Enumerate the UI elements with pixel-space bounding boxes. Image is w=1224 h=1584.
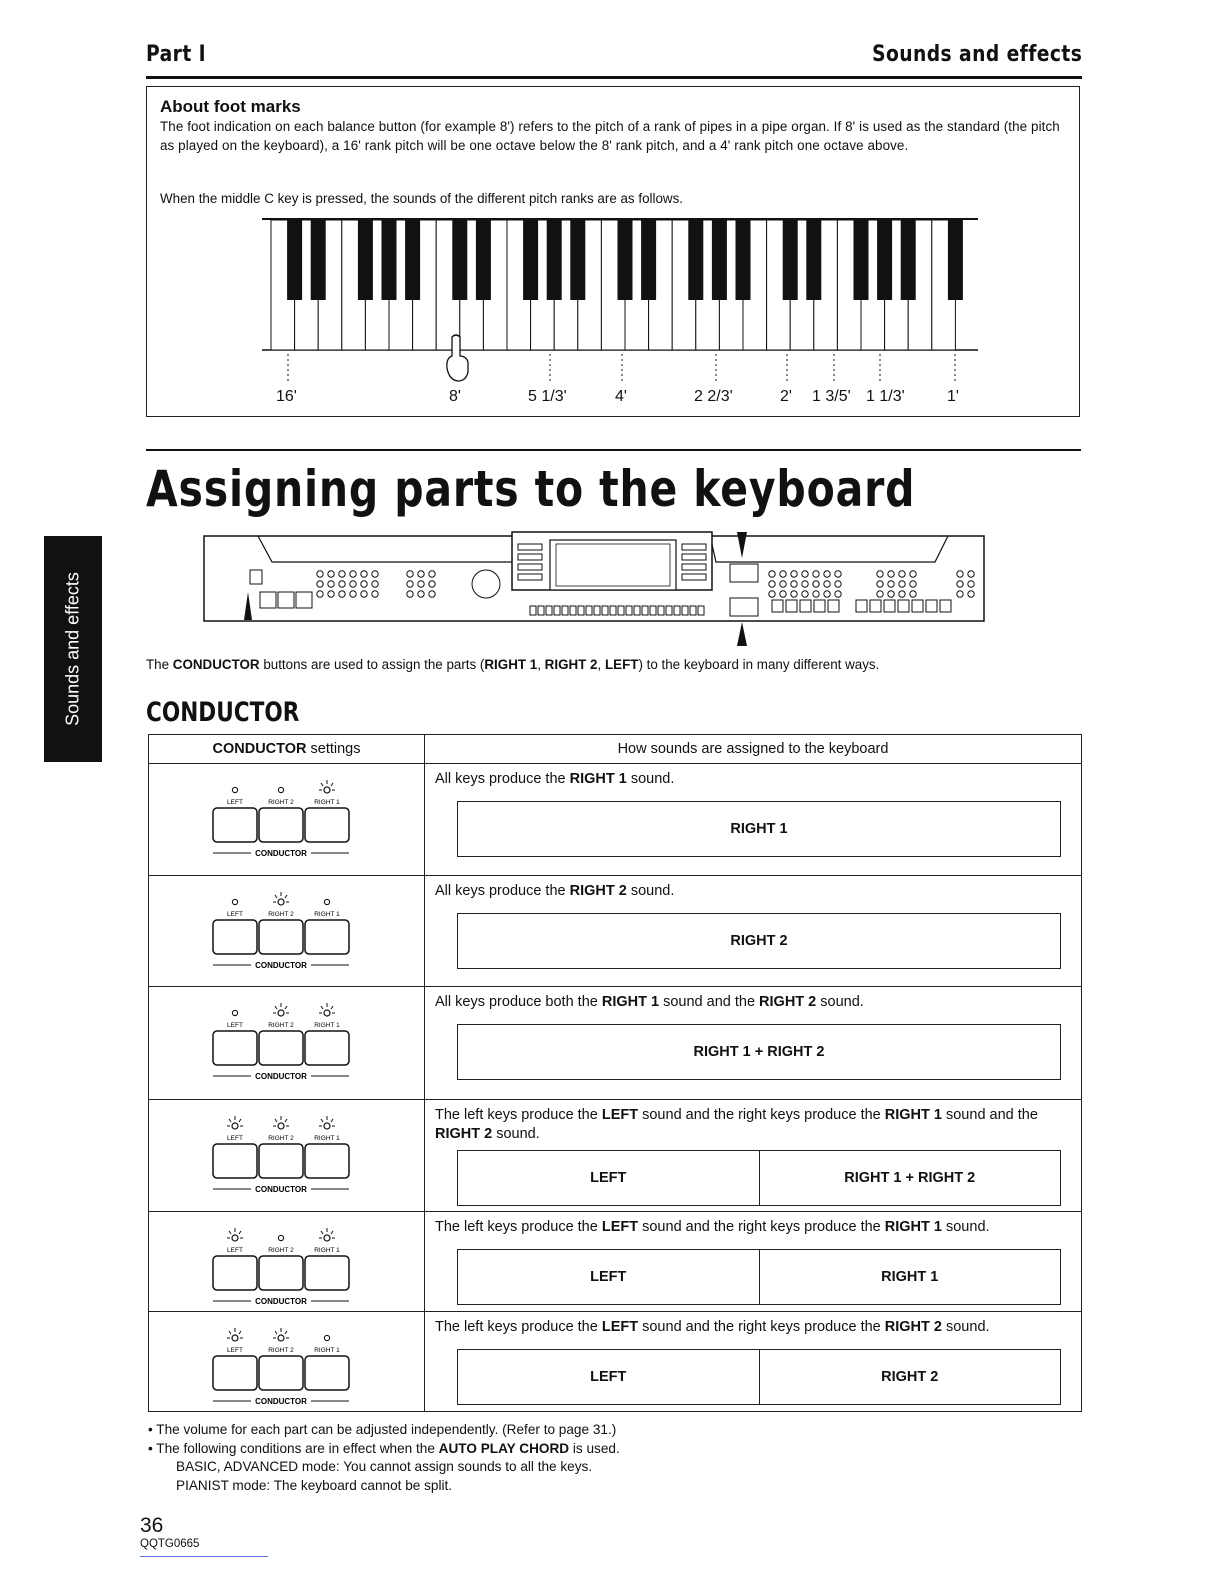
keyboard-zone: RIGHT 1 bbox=[730, 821, 788, 837]
lamp-on-icon bbox=[324, 787, 330, 793]
lamp-on-icon bbox=[278, 1123, 284, 1129]
assignment-cell bbox=[425, 764, 1082, 876]
keyboard-zone: LEFT bbox=[590, 1369, 627, 1385]
conductor-label: CONDUCTOR bbox=[255, 1185, 307, 1194]
pitch-markers bbox=[288, 354, 955, 384]
conductor-button bbox=[259, 1031, 303, 1065]
black-key bbox=[854, 220, 869, 300]
conductor-buttons bbox=[207, 1316, 367, 1416]
button-label: RIGHT 2 bbox=[268, 1135, 294, 1142]
black-key bbox=[806, 220, 821, 300]
button-label: RIGHT 1 bbox=[314, 1135, 340, 1142]
conductor-setting bbox=[149, 876, 425, 987]
keyboard-split-box bbox=[457, 913, 1061, 969]
conductor-table bbox=[148, 734, 1082, 1412]
button-label: RIGHT 2 bbox=[268, 1247, 294, 1254]
pitch-label: 2' bbox=[780, 388, 792, 405]
conductor-setting bbox=[149, 987, 425, 1100]
assignment-cell bbox=[425, 1100, 1082, 1212]
keyboard-split-box bbox=[457, 1024, 1061, 1080]
conductor-buttons bbox=[207, 880, 367, 980]
button-label: LEFT bbox=[227, 1022, 243, 1029]
conductor-button bbox=[213, 1031, 257, 1065]
section-title: CONDUCTOR bbox=[146, 697, 300, 728]
black-key bbox=[641, 220, 656, 300]
piano-keys bbox=[262, 219, 978, 350]
keyboard-zone: LEFT bbox=[590, 1170, 627, 1186]
keyboard-zone: RIGHT 1 + RIGHT 2 bbox=[759, 1151, 1061, 1205]
black-key bbox=[287, 220, 302, 300]
conductor-button bbox=[305, 1144, 349, 1178]
document-code: QQTG0665 bbox=[140, 1538, 200, 1550]
pitch-label: 4' bbox=[615, 388, 627, 405]
black-key bbox=[523, 220, 538, 300]
conductor-button bbox=[213, 1144, 257, 1178]
conductor-button bbox=[213, 920, 257, 954]
button-label: LEFT bbox=[227, 911, 243, 918]
assignment-cell bbox=[425, 1312, 1082, 1412]
conductor-label: CONDUCTOR bbox=[255, 849, 307, 858]
pitch-label: 5 1/3' bbox=[528, 388, 567, 405]
assignment-description: The left keys produce the LEFT sound and the right keys produce the RIGHT 1 sound and the RIGHT 2 sound. bbox=[435, 1107, 1038, 1142]
lamp-off-icon bbox=[324, 1335, 329, 1340]
conductor-buttons bbox=[207, 1216, 367, 1316]
conductor-button bbox=[213, 1356, 257, 1390]
conductor-label: CONDUCTOR bbox=[255, 1397, 307, 1406]
conductor-buttons bbox=[207, 991, 367, 1091]
table-row bbox=[149, 987, 1082, 1100]
button-label: RIGHT 2 bbox=[268, 1347, 294, 1354]
lamp-on-icon bbox=[278, 899, 284, 905]
keyboard-zone: RIGHT 2 bbox=[730, 933, 788, 949]
conductor-button bbox=[305, 1256, 349, 1290]
button-label: RIGHT 1 bbox=[314, 1347, 340, 1354]
keyboard-split-box bbox=[457, 1150, 1061, 1206]
assignment-description: The left keys produce the LEFT sound and the right keys produce the RIGHT 2 sound. bbox=[435, 1319, 990, 1335]
conductor-setting bbox=[149, 1312, 425, 1412]
conductor-button bbox=[259, 920, 303, 954]
lamp-on-icon bbox=[324, 1235, 330, 1241]
footer-rule bbox=[140, 1556, 268, 1557]
conductor-setting bbox=[149, 1212, 425, 1312]
lamp-on-icon bbox=[232, 1235, 238, 1241]
keyboard-zone: RIGHT 2 bbox=[759, 1350, 1061, 1404]
lamp-off-icon bbox=[278, 787, 283, 792]
black-key bbox=[547, 220, 562, 300]
control-panel-illustration bbox=[200, 528, 990, 648]
button-label: RIGHT 2 bbox=[268, 799, 294, 806]
table-header-settings: CONDUCTOR settings bbox=[149, 735, 425, 764]
black-key bbox=[452, 220, 467, 300]
button-label: LEFT bbox=[227, 1135, 243, 1142]
foot-marks-paragraph: The foot indication on each balance button (for example 8') refers to the pitch of a rank of pipes in a pipe organ. If 8' is used as the standard (the pitch as played on the keyboard), a 16' rank pitch will be one octave below the 8' rank pitch, and a 4' rank pitch one octave above. bbox=[160, 119, 1060, 153]
assignment-description: All keys produce the RIGHT 2 sound. bbox=[435, 883, 675, 899]
assignment-description: All keys produce the RIGHT 1 sound. bbox=[435, 771, 675, 787]
black-key bbox=[783, 220, 798, 300]
lamp-off-icon bbox=[278, 1235, 283, 1240]
intro-text: The CONDUCTOR buttons are used to assign the parts (RIGHT 1, RIGHT 2, LEFT) to the keyboard in many different ways. bbox=[146, 657, 880, 672]
keyboard-split-box bbox=[457, 1249, 1061, 1305]
black-key bbox=[901, 220, 916, 300]
black-key bbox=[311, 220, 326, 300]
conductor-button bbox=[213, 1256, 257, 1290]
foot-marks-paragraph-2: When the middle C key is pressed, the sounds of the different pitch ranks are as follows. bbox=[160, 191, 683, 206]
notes bbox=[148, 1421, 620, 1495]
conductor-button bbox=[259, 1256, 303, 1290]
pitch-label: 16' bbox=[276, 388, 297, 405]
conductor-button bbox=[259, 1144, 303, 1178]
table-row bbox=[149, 1212, 1082, 1312]
conductor-label: CONDUCTOR bbox=[255, 1072, 307, 1081]
conductor-setting bbox=[149, 764, 425, 876]
header-section: Sounds and effects bbox=[871, 42, 1082, 67]
pitch-label: 1' bbox=[947, 388, 959, 405]
keyboard-zone: RIGHT 1 bbox=[759, 1250, 1061, 1304]
lamp-on-icon bbox=[324, 1123, 330, 1129]
assignment-description: All keys produce both the RIGHT 1 sound and the RIGHT 2 sound. bbox=[435, 994, 864, 1010]
black-key bbox=[405, 220, 420, 300]
conductor-button bbox=[305, 808, 349, 842]
side-tab-label: Sounds and effects bbox=[62, 572, 83, 726]
pitch-label: 2 2/3' bbox=[694, 388, 733, 405]
button-label: RIGHT 1 bbox=[314, 1247, 340, 1254]
conductor-button bbox=[259, 1356, 303, 1390]
lamp-on-icon bbox=[232, 1123, 238, 1129]
black-key bbox=[618, 220, 633, 300]
button-label: RIGHT 1 bbox=[314, 799, 340, 806]
table-row bbox=[149, 876, 1082, 987]
note-pianist-mode: PIANIST mode: The keyboard cannot be split. bbox=[176, 1477, 453, 1493]
pitch-label: 1 3/5' bbox=[812, 388, 851, 405]
conductor-button bbox=[305, 1031, 349, 1065]
keyboard-zone: LEFT bbox=[590, 1269, 627, 1285]
lamp-off-icon bbox=[324, 899, 329, 904]
assignment-description: The left keys produce the LEFT sound and the right keys produce the RIGHT 1 sound. bbox=[435, 1219, 990, 1235]
table-header-assignment: How sounds are assigned to the keyboard bbox=[425, 735, 1082, 764]
black-key bbox=[736, 220, 751, 300]
table-row bbox=[149, 764, 1082, 876]
section-rule bbox=[146, 449, 1081, 451]
lamp-off-icon bbox=[232, 899, 237, 904]
conductor-setting bbox=[149, 1100, 425, 1212]
lamp-on-icon bbox=[324, 1010, 330, 1016]
assignment-cell bbox=[425, 1212, 1082, 1312]
lamp-on-icon bbox=[278, 1010, 284, 1016]
button-label: LEFT bbox=[227, 1247, 243, 1254]
pitch-label: 8' bbox=[449, 388, 461, 405]
conductor-label: CONDUCTOR bbox=[255, 1297, 307, 1306]
note-basic-mode: BASIC, ADVANCED mode: You cannot assign sounds to all the keys. bbox=[176, 1459, 593, 1474]
button-label: LEFT bbox=[227, 1347, 243, 1354]
keyboard-split-box bbox=[457, 1349, 1061, 1405]
lamp-on-icon bbox=[232, 1335, 238, 1341]
page-title: Assigning parts to the keyboard bbox=[146, 460, 916, 518]
conductor-buttons bbox=[207, 768, 367, 868]
button-label: RIGHT 2 bbox=[268, 1022, 294, 1029]
conductor-label: CONDUCTOR bbox=[255, 961, 307, 970]
black-key bbox=[476, 220, 491, 300]
black-key bbox=[358, 220, 373, 300]
pitch-label: 1 1/3' bbox=[866, 388, 905, 405]
note-volume: • The volume for each part can be adjusted independently. (Refer to page 31.) bbox=[148, 1422, 617, 1437]
button-label: LEFT bbox=[227, 799, 243, 806]
lamp-on-icon bbox=[278, 1335, 284, 1341]
black-key bbox=[877, 220, 892, 300]
table-row bbox=[149, 1100, 1082, 1212]
black-key bbox=[688, 220, 703, 300]
note-auto-play: • The following conditions are in effect when the AUTO PLAY CHORD is used. bbox=[148, 1440, 620, 1456]
conductor-button bbox=[213, 808, 257, 842]
button-label: RIGHT 1 bbox=[314, 911, 340, 918]
conductor-button bbox=[259, 808, 303, 842]
black-key bbox=[570, 220, 585, 300]
lamp-off-icon bbox=[232, 787, 237, 792]
page-number: 36 bbox=[140, 1514, 164, 1537]
assignment-cell bbox=[425, 876, 1082, 987]
header-part: Part I bbox=[146, 42, 207, 67]
foot-marks-title: About foot marks bbox=[160, 97, 301, 116]
table-row bbox=[149, 1312, 1082, 1412]
black-key bbox=[948, 220, 963, 300]
conductor-button bbox=[305, 920, 349, 954]
conductor-buttons bbox=[207, 1104, 367, 1204]
black-key bbox=[382, 220, 397, 300]
button-label: RIGHT 1 bbox=[314, 1022, 340, 1029]
keyboard-split-box bbox=[457, 801, 1061, 857]
lamp-off-icon bbox=[232, 1010, 237, 1015]
conductor-button bbox=[305, 1356, 349, 1390]
button-label: RIGHT 2 bbox=[268, 911, 294, 918]
assignment-cell bbox=[425, 987, 1082, 1100]
keyboard-zone: RIGHT 1 + RIGHT 2 bbox=[693, 1044, 825, 1060]
black-key bbox=[712, 220, 727, 300]
